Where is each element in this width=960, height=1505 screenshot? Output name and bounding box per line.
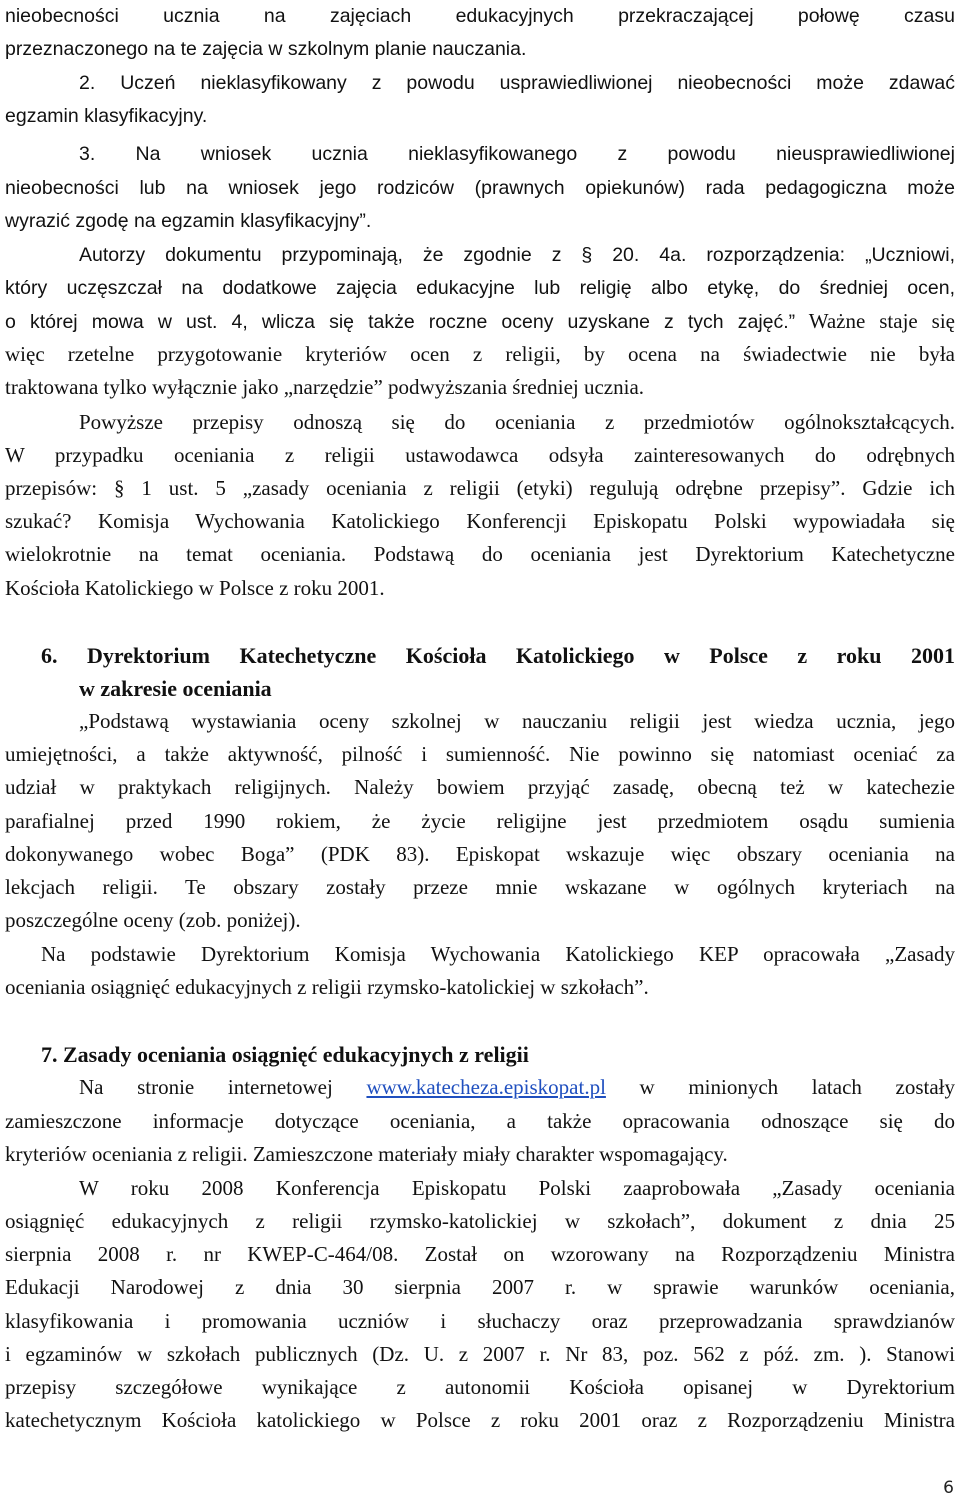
text-line: W roku 2008 Konferencja Episkopatu Polski zaaprobowała „Zasady oceniania <box>79 1176 955 1200</box>
text-line: parafialnej przed 1990 rokiem, że życie religijne jest przedmiotem osądu sumienia <box>5 809 955 833</box>
text-line: 7. Zasady oceniania osiągnięć edukacyjnych z religii <box>41 1042 529 1067</box>
text-segment: w minionych latach zostały <box>605 1075 955 1099</box>
text-line: wyrazić zgodę na egzamin klasyfikacyjny”. <box>5 210 372 232</box>
text-line: klasyfikowania i promowania uczniów i słuchaczy oraz przeprowadzania sprawdzianów <box>5 1309 955 1333</box>
text-line: 2. Uczeń nieklasyfikowany z powodu usprawiedliwionej nieobecności może zdawać <box>79 72 955 94</box>
text-line: więc rzetelne przygotowanie kryteriów ocen z religii, by ocena na świadectwie nie była <box>5 342 955 366</box>
text-line: który uczęszczał na dodatkowe zajęcia edukacyjne lub religię albo etykę, do średniej ocen, <box>5 277 955 299</box>
text-line: Na podstawie Dyrektorium Komisja Wychowania Katolickiego KEP opracowała „Zasady <box>41 942 955 966</box>
text-line: zamieszczone informacje dotyczące oceniania, a także opracowania odnoszące się do <box>5 1109 955 1133</box>
text-line <box>5 305 955 338</box>
text-line: 3. Na wniosek ucznia nieklasyfikowanego z powodu nieusprawiedliwionej <box>79 143 955 165</box>
text-line: lekcjach religii. Te obszary zostały przeze mnie wskazane w ogólnych kryteriach na <box>5 875 955 899</box>
text-line: przepisy szczegółowe wynikające z autonomii Kościoła opisanej w Dyrektorium <box>5 1375 955 1399</box>
text-line: osiągnięć edukacyjnych z religii rzymsko-katolickiej w szkołach”, dokument z dnia 25 <box>5 1209 955 1233</box>
text-line: „Podstawą wystawiania oceny szkolnej w nauczaniu religii jest wiedza ucznia, jego <box>79 709 955 733</box>
page-number: 6 <box>943 1478 954 1498</box>
text-line: Kościoła Katolickiego w Polsce z roku 2001. <box>5 576 385 600</box>
text-line: nieobecności ucznia na zajęciach edukacyjnych przekraczającej połowę czasu <box>5 5 955 27</box>
text-line: Autorzy dokumentu przypominają, że zgodnie z § 20. 4a. rozporządzenia: „Uczniowi, <box>79 244 955 266</box>
text-line: wielokrotnie na temat oceniania. Podstawą do oceniania jest Dyrektorium Katechetyczne <box>5 542 955 566</box>
text-line: nieobecności lub na wniosek jego rodziców (prawnych opiekunów) rada pedagogiczna może <box>5 177 955 199</box>
text-line: dokonywanego wobec Boga” (PDK 83). Episkopat wskazuje więc obszary oceniania na <box>5 842 955 866</box>
text-line: sierpnia 2008 r. nr KWEP-C-464/08. Został on wzorowany na Rozporządzeniu Ministra <box>5 1242 955 1266</box>
text-line: katechetycznym Kościoła katolickiego w Polsce z roku 2001 oraz z Rozporządzeniu Ministra <box>5 1408 955 1432</box>
text-line: kryteriów oceniania z religii. Zamieszczone materiały miały charakter wspomagający. <box>5 1142 728 1166</box>
text-line: Edukacji Narodowej z dnia 30 sierpnia 2007 r. w sprawie warunków oceniania, <box>5 1275 955 1299</box>
text-line: poszczególne oceny (zob. poniżej). <box>5 908 301 932</box>
text-line: szukać? Komisja Wychowania Katolickiego Konferencji Episkopatu Polski wypowiadała się <box>5 509 955 533</box>
website-link[interactable]: www.katecheza.episkopat.pl <box>366 1075 606 1099</box>
text-line: i egzaminów w szkołach publicznych (Dz. U. z 2007 r. Nr 83, poz. 562 z póź. zm. ). Stanowi <box>5 1342 955 1366</box>
text-line: egzamin klasyfikacyjny. <box>5 105 208 127</box>
text-line: przepisów: § 1 ust. 5 „zasady oceniania z religii (etyki) regulują odrębne przepisy”. Gdzie ich <box>5 476 955 500</box>
text-line: oceniania osiągnięć edukacyjnych z religii rzymsko-katolickiej w szkołach”. <box>5 975 649 999</box>
text-line: W przypadku oceniania z religii ustawodawca odsyła zainteresowanych do odrębnych <box>5 443 955 467</box>
text-line <box>5 1071 955 1104</box>
text-line: traktowana tylko wyłącznie jako „narzędzie” podwyższania średniej ucznia. <box>5 375 645 399</box>
text-segment: Ważne staje się <box>795 309 955 333</box>
text-segment: o której mowa w ust. 4, wlicza się także roczne oceny uzyskane z tych zajęć.” <box>5 311 796 333</box>
text-segment: Na stronie internetowej <box>79 1075 367 1099</box>
text-line: Powyższe przepisy odnoszą się do oceniania z przedmiotów ogólnokształcących. <box>79 410 955 434</box>
text-line: umiejętności, a także aktywność, pilność i sumienność. Nie powinno się natomiast oceniać za <box>5 742 955 766</box>
text-line: udział w praktykach religijnych. Należy bowiem przyjąć zasadę, obecną też w katechezie <box>5 775 955 799</box>
text-line: przeznaczonego na te zajęcia w szkolnym planie nauczania. <box>5 38 527 60</box>
text-line: 6. Dyrektorium Katechetyczne Kościoła Katolickiego w Polsce z roku 2001 <box>41 643 955 668</box>
text-line: w zakresie oceniania <box>79 676 272 701</box>
